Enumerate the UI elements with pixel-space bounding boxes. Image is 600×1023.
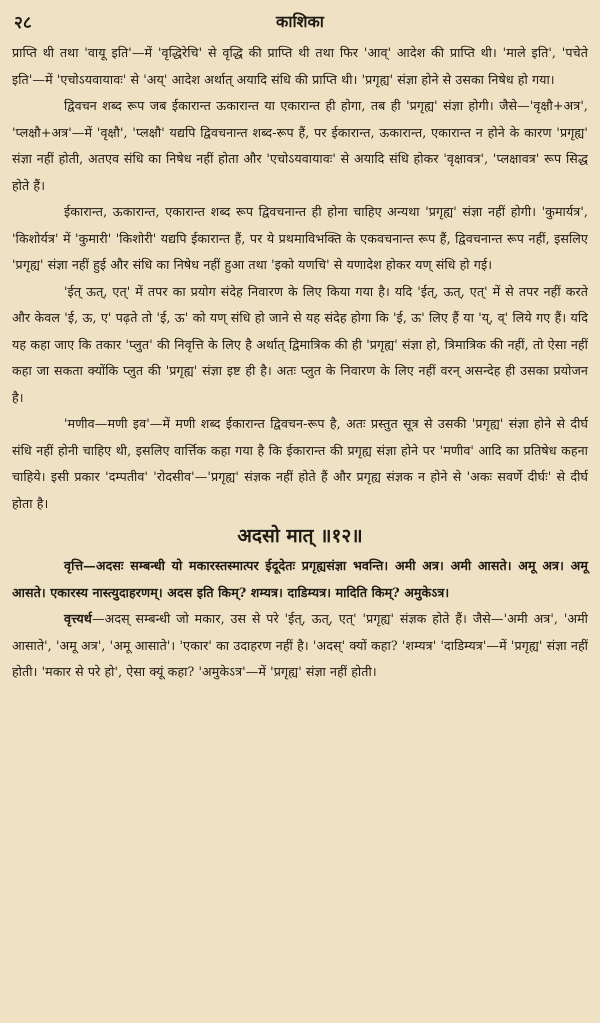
page-header: [12, 6, 588, 40]
paragraph-5: 'मणीव—मणी इव'—में मणी शब्द ईकारान्त द्विवचन-रूप है, अतः प्रस्तुत सूत्र से उसकी 'प्रगृह्य' संज्ञा होने से दीर्घ संधि नहीं होनी चाहिए थी, इसलिए वार्त्तिक कहा गया है कि ईकारान्त की प्रगृह्य संज्ञा होने पर 'मणीव' आदि का प्रतिषेध कहना चाहिये। इसी प्रकार 'दम्पतीव' 'रोदसीव'—'प्रगृह्य' संज्ञक नहीं होते हैं और प्रगृह्य संज्ञक न होने से 'अकः सवर्णे दीर्घः' से दीर्घ होता है।: [12, 416, 588, 511]
vritti-text: अदसः सम्बन्धी यो मकारस्तस्मात्पर ईदूदेतः प्रगृह्यसंज्ञा भवन्ति। अमी अत्र। अमी आसते। अमू अत्र। अमू आसते। एकारस्य नास्त्युदाहरणम्। अदस इति किम्? शम्यत्र। दाडिम्यत्र। मादिति किम्? अमुकेऽत्र।: [12, 558, 588, 600]
paragraph-4: 'ईत् ऊत्, एत्' में तपर का प्रयोग संदेह निवारण के लिए किया गया है। यदि 'ईत्, ऊत्, एत्' में से तपर नहीं करते और केवल 'ई, ऊ, ए' पढ़ते तो 'ई, ऊ' को यण् संधि हो जाने से यह संदेह होगा कि 'ई, ऊ' लिए हैं या 'य्, व्' लिये गए हैं। यदि यह कहा जाए कि तकार 'प्लुत' की निवृत्ति के लिए है अर्थात् द्विमात्रिक की ही 'प्रगृह्य' संज्ञा हो, त्रिमात्रिक की नहीं, तो ऐसा नहीं कहा जा सकता क्योंकि प्लुत की 'प्रगृह्य' संज्ञा इष्ट ही है। अतः प्लुत के निवारण के लिए नहीं वरन् असन्देह ही उसका प्रयोजन है।: [12, 283, 588, 405]
vrittyartha-paragraph: [12, 606, 588, 686]
sutra-heading: अदसो मात् ॥१२॥: [237, 525, 363, 547]
vrittyartha-label: वृत्त्यर्थ: [64, 611, 92, 626]
paragraph-1: प्राप्ति थी तथा 'वायू इति'—में 'वृद्धिरेचि' से वृद्धि की प्राप्ति थी तथा फिर 'आव्' आदेश की प्राप्ति थी। 'माले इति', 'पचेते इति'—में 'एचोऽयवायावः' से 'अय्' आदेश अर्थात् अयादि संधि की प्राप्ति थी। 'प्रगृह्य' संज्ञा होने से उसका निषेध हो गया।: [12, 45, 588, 87]
vritti-paragraph: [12, 553, 588, 606]
running-title: काशिका: [276, 12, 324, 31]
paragraph-2: द्विवचन शब्द रूप जब ईकारान्त ऊकारान्त या एकारान्त ही होगा, तब ही 'प्रगृह्य' संज्ञा होगी। जैसे—'वृक्षौ+अत्र', 'प्लक्षौ+अत्र'—में 'वृक्षौ', 'प्लक्षौ' यद्यपि द्विवचनान्त शब्द-रूप हैं, पर ईकारान्त, ऊकारान्त, एकारान्त न होने के कारण 'प्रगृह्य' संज्ञा नहीं होती, अतएव संधि का निषेध नहीं होता और 'एचोऽयवायावः' से अयादि संधि होकर 'वृक्षावत्र', 'प्लक्षावत्र' रूप सिद्ध होते हैं।: [12, 98, 588, 193]
vrittyartha-text: —अदस् सम्बन्धी जो मकार, उस से परे 'ईत्, ऊत्, एत्' 'प्रगृह्य' संज्ञक होते हैं। जैसे—'अमी अत्र', 'अमी आसाते', 'अमू अत्र', 'अमू आसाते'। 'एकार' का उदाहरण नहीं है। 'अदस्' क्यों कहा? 'शम्यत्र' 'दाडिम्यत्र'—में 'प्रगृह्य' संज्ञा नहीं होती। 'मकार से परे हो', ऐसा क्यूं कहा? 'अमुकेऽत्र'—में 'प्रगृह्य' संज्ञा नहीं होती।: [12, 611, 588, 679]
paragraph-3: ईकारान्त, ऊकारान्त, एकारान्त शब्द रूप द्विवचनान्त ही होना चाहिए अन्यथा 'प्रगृह्य' संज्ञा नहीं होगी। 'कुमार्यत्र', 'किशोर्यत्र' में 'कुमारी' 'किशोरी' यद्यपि ईकारान्त हैं, पर ये प्रथमाविभक्ति के एकवचनान्त रूप हैं, द्विवचनान्त रूप नहीं, इसलिए 'प्रगृह्य' संज्ञा नहीं हुई और संधि का निषेध नहीं हुआ तथा 'इको यणचि' से यणादेश होकर यण् संधि हो गई।: [12, 204, 588, 272]
vritti-label: वृत्ति—: [64, 558, 96, 573]
page-number: २८: [14, 13, 32, 33]
